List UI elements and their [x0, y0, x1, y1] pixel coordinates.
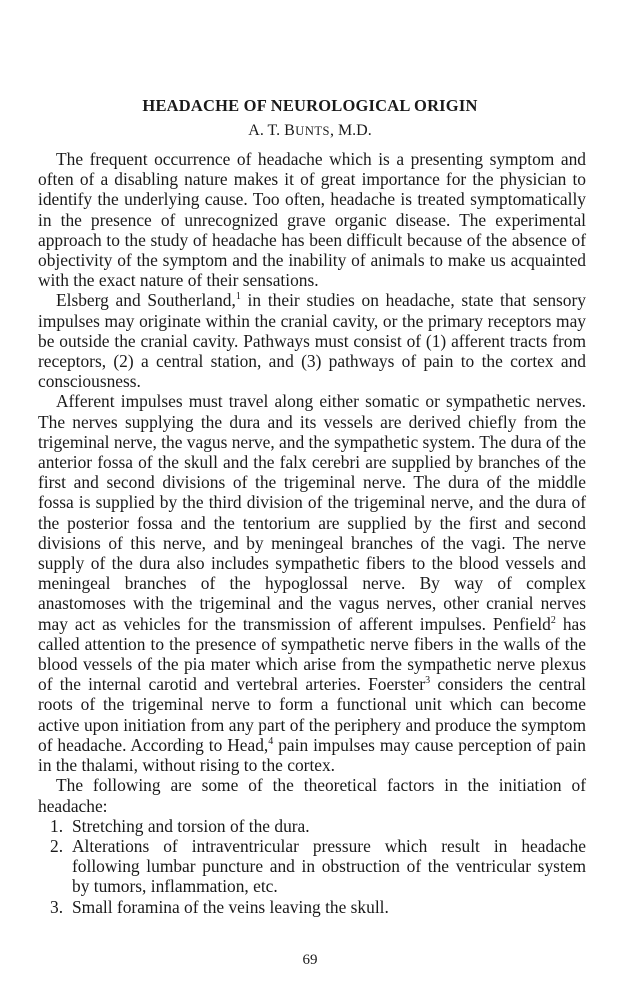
reference-marker: 1 [235, 291, 241, 303]
paragraph-text: pain impulses may cause perception of pain in the thalami, without rising to the cortex. [38, 734, 586, 776]
list-text: Alterations of intraventricular pressure which result in headache following lumbar puncture and in obstruction of the ventricular system by tumors, inflammation, etc. [72, 835, 586, 897]
factors-list [38, 816, 586, 917]
paragraph-text: has called attention to the presence of sympathetic nerve fibers in the walls of the blood vessels of the pia mater which arise from the sympathetic nerve plexus of the internal carotid and vertebral arteries. Foerster [38, 613, 586, 695]
list-text: Stretching and torsion of the dura. [72, 815, 310, 836]
article-title: HEADACHE OF NEUROLOGICAL ORIGIN [142, 96, 478, 115]
paragraph-text: Afferent impulses must travel along either somatic or sympathetic nerves. The nerves supplying the dura and its vessels are derived chiefly from the trigeminal nerve, the vagus nerve, and the sympathetic system. The dura of the anterior fossa of the skull and the falx cerebri are supplied by branches of the first and second divisions of the trigeminal nerve. The dura of the middle fossa is supplied by the third division of the trigeminal nerve, and the dura of the posterior fossa and the tentorium are supplied by the first and second divisions of this nerve, and by meningeal branches of the vagi. The nerve supply of the dura also includes sympathetic fibers to the blood vessels and meningeal branches of the hypoglossal nerve. By way of complex anastomoses with the trigeminal and the vagus nerves, other cranial nerves may act as vehicles for the transmission of afferent impulses. Penfield [38, 391, 586, 634]
paragraph-factors-intro: The following are some of the theoretical factors in the initiation of headache: [38, 775, 586, 816]
paragraph-intro: The frequent occurrence of headache which is a presenting symptom and often of a disabling nature makes it of great importance for the physician to identify the underlying cause. Too often, headache is treated symptomatically in the presence of unrecognized grave organic disease. The experimental approach to the study of headache has been difficult because of the absence of objectivity of the symptom and the inability of animals to make us acquainted with the exact nature of their sensations. [38, 149, 586, 291]
paragraph-text: Elsberg and Southerland, [56, 290, 236, 311]
list-item [38, 897, 586, 917]
author-initials: A. T. [248, 122, 285, 139]
list-number: 3. [50, 896, 64, 917]
reference-marker: 4 [268, 736, 274, 748]
paragraph-afferent [38, 391, 586, 775]
author-surname: BUNTS [284, 122, 330, 139]
author-suffix: , M.D. [329, 122, 372, 139]
reference-marker: 3 [425, 675, 431, 687]
list-number: 2. [50, 835, 64, 856]
article-body [38, 149, 586, 917]
page-number: 69 [302, 952, 318, 968]
paragraph-elsberg [38, 290, 586, 391]
list-item [38, 836, 586, 897]
reference-marker: 2 [550, 614, 556, 626]
paragraph-text: considers the central roots of the trigeminal nerve to form a functional unit which can become active upon initiation from any part of the periphery and produce the symptom of headache. According to Head, [38, 674, 586, 755]
paragraph-text: in their studies on headache, state that sensory impulses may originate within the cranial cavity, or the primary receptors may be outside the cranial cavity. Pathways must consist of (1) afferent tracts from receptors, (2) a central station, and (3) pathways of pain to the cortex and consciousness. [38, 290, 586, 392]
list-number: 1. [50, 815, 64, 836]
list-item [38, 816, 586, 836]
list-text: Small foramina of the veins leaving the skull. [72, 896, 389, 917]
article-author [0, 121, 620, 141]
